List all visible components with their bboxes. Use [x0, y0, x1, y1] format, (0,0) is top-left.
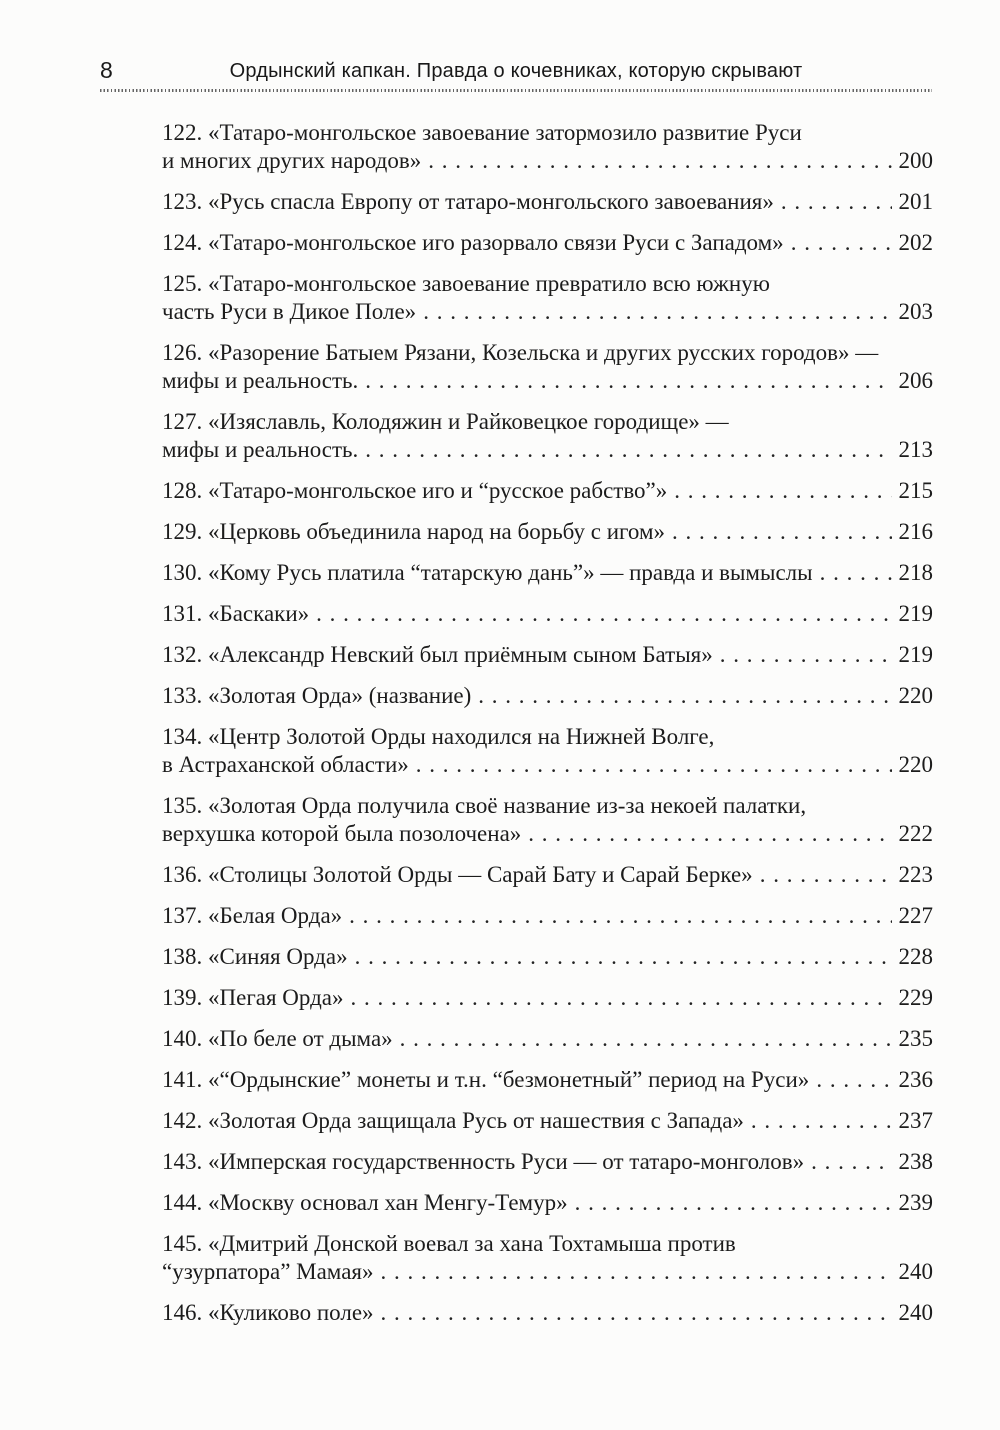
toc-entry [162, 518, 933, 546]
toc-page-number: 238 [898, 1149, 933, 1174]
dot-leader [575, 1189, 892, 1217]
toc-entry-text: 122. «Татаро-монгольское завоевание затормозило развитие Руси [162, 120, 802, 145]
dot-leader [820, 559, 892, 587]
dot-leader [751, 1107, 892, 1135]
toc-page-number: 227 [898, 903, 933, 928]
dot-leader [400, 1025, 892, 1053]
dot-leader [365, 367, 891, 395]
toc-page-number: 220 [898, 752, 933, 777]
toc-entry-text: 126. «Разорение Батыем Рязани, Козельска и других русских городов» — [162, 340, 879, 365]
dot-leader [791, 229, 892, 257]
toc-entry-line [162, 1299, 933, 1327]
toc-page-number: 235 [898, 1026, 933, 1051]
dot-leader [816, 1066, 891, 1094]
toc-entry-line [162, 559, 933, 587]
dot-leader [381, 1258, 892, 1286]
dot-leader [674, 477, 891, 505]
toc-entry [162, 1107, 933, 1135]
dot-leader [316, 600, 891, 628]
toc-page-number: 206 [898, 368, 933, 393]
toc-entry-text: 146. «Куликово поле» [162, 1300, 374, 1325]
toc-entry-text: 125. «Татаро-монгольское завоевание превратило всю южную [162, 271, 770, 296]
toc-entry-line [162, 792, 933, 820]
toc-entry-text: в Астраханской области» [162, 752, 409, 777]
toc-page-number: 219 [898, 642, 933, 667]
toc-page-number: 236 [898, 1067, 933, 1092]
toc-entry [162, 1299, 933, 1327]
toc-entry-line [162, 861, 933, 889]
toc-entry-text: 144. «Москву основал хан Менгу-Темур» [162, 1190, 568, 1215]
dot-leader [381, 1299, 892, 1327]
toc-entry [162, 723, 933, 779]
toc-entry-line [162, 943, 933, 971]
running-title: Ордынский капкан. Правда о кочевниках, которую скрывают [229, 60, 803, 82]
dot-leader [349, 902, 891, 930]
dot-leader [478, 682, 891, 710]
page-number: 8 [100, 57, 113, 83]
toc-entry-line [162, 902, 933, 930]
toc-page-number: 229 [898, 985, 933, 1010]
toc-entry [162, 559, 933, 587]
toc-entry-line [162, 298, 933, 326]
toc-entry [162, 188, 933, 216]
toc-entry-line [162, 1258, 933, 1286]
toc-entry-line [162, 1230, 933, 1258]
toc-entry [162, 119, 933, 175]
toc-entry-text: 134. «Центр Золотой Орды находился на Нижней Волге, [162, 724, 715, 749]
toc-entry-text: “узурпатора” Мамая» [162, 1259, 374, 1284]
toc-entry [162, 641, 933, 669]
toc-entry [162, 339, 933, 395]
toc-entry-line [162, 723, 933, 751]
toc-entry-text: 143. «Имперская государственность Руси — от татаро-монголов» [162, 1149, 805, 1174]
toc-entry-line [162, 477, 933, 505]
toc-entry [162, 943, 933, 971]
toc-page-number: 240 [898, 1300, 933, 1325]
toc-entry [162, 477, 933, 505]
toc-entry-text: мифы и реальность. [162, 437, 359, 462]
toc-page-number: 223 [898, 862, 933, 887]
toc-entry [162, 1189, 933, 1217]
toc-page-number: 222 [898, 821, 933, 846]
toc-entry-text: 131. «Баскаки» [162, 601, 310, 626]
toc-entry-text: 127. «Изяславль, Колодяжин и Райковецкое городище» — [162, 409, 729, 434]
toc-page-number: 228 [898, 944, 933, 969]
toc-entry-text: 142. «Золотая Орда защищала Русь от нашествия с Запада» [162, 1108, 744, 1133]
toc-entry-text: 145. «Дмитрий Донской воевал за хана Тохтамыша против [162, 1231, 736, 1256]
toc-entry-line [162, 119, 933, 147]
toc-entry [162, 861, 933, 889]
toc-page-number: 239 [898, 1190, 933, 1215]
dot-leader [672, 518, 891, 546]
header-dotted-rule [100, 89, 932, 92]
dot-leader [355, 943, 892, 971]
toc-page-number: 213 [898, 437, 933, 462]
toc-entry-text: 128. «Татаро-монгольское иго и “русское рабство”» [162, 478, 668, 503]
toc-entry [162, 1025, 933, 1053]
toc-entry-line [162, 641, 933, 669]
dot-leader [811, 1148, 891, 1176]
toc-entry-text: 124. «Татаро-монгольское иго разорвало связи Руси с Западом» [162, 230, 784, 255]
toc-entry [162, 902, 933, 930]
toc-page-number: 237 [898, 1108, 933, 1133]
toc-entry [162, 1230, 933, 1286]
toc-entry-text: 135. «Золотая Орда получила своё название из-за некоей палатки, [162, 793, 807, 818]
toc-entry-line [162, 339, 933, 367]
toc-page-number: 202 [898, 230, 933, 255]
toc-entry-text: 139. «Пегая Орда» [162, 985, 344, 1010]
toc-entry-text: 136. «Столицы Золотой Орды — Сарай Бату и Сарай Берке» [162, 862, 753, 887]
toc-entry-text: 137. «Белая Орда» [162, 903, 343, 928]
toc-entry [162, 1066, 933, 1094]
dot-leader [528, 820, 891, 848]
toc-entry-text: 132. «Александр Невский был приёмным сыном Батыя» [162, 642, 713, 667]
table-of-contents [162, 119, 933, 1340]
toc-entry-text: 140. «По беле от дыма» [162, 1026, 393, 1051]
toc-entry-text: 138. «Синяя Орда» [162, 944, 348, 969]
dot-leader [428, 147, 891, 175]
dot-leader [760, 861, 892, 889]
toc-entry-line [162, 1107, 933, 1135]
toc-entry [162, 270, 933, 326]
toc-entry-line [162, 147, 933, 175]
toc-entry [162, 600, 933, 628]
toc-entry-line [162, 367, 933, 395]
dot-leader [416, 751, 892, 779]
toc-entry-line [162, 229, 933, 257]
toc-entry [162, 682, 933, 710]
toc-page-number: 215 [898, 478, 933, 503]
toc-entry-line [162, 682, 933, 710]
toc-entry-text: 130. «Кому Русь платила “татарскую дань”» — правда и вымыслы [162, 560, 813, 585]
dot-leader [423, 298, 891, 326]
toc-entry [162, 408, 933, 464]
toc-entry-text: 123. «Русь спасла Европу от татаро-монгольского завоевания» [162, 189, 774, 214]
dot-leader [720, 641, 892, 669]
toc-entry-line [162, 408, 933, 436]
toc-page-number: 200 [898, 148, 933, 173]
toc-entry-text: 133. «Золотая Орда» (название) [162, 683, 472, 708]
toc-entry-text: мифы и реальность. [162, 368, 359, 393]
toc-entry-text: верхушка которой была позолочена» [162, 821, 522, 846]
toc-entry-line [162, 188, 933, 216]
toc-entry-line [162, 270, 933, 298]
toc-page-number: 218 [898, 560, 933, 585]
toc-entry-line [162, 1066, 933, 1094]
toc-page-number: 240 [898, 1259, 933, 1284]
toc-entry-line [162, 820, 933, 848]
dot-leader [781, 188, 892, 216]
toc-entry-line [162, 1025, 933, 1053]
toc-page-number: 203 [898, 299, 933, 324]
toc-page-number: 201 [898, 189, 933, 214]
toc-entry-text: 141. «“Ордынские” монеты и т.н. “безмонетный” период на Руси» [162, 1067, 810, 1092]
toc-entry-line [162, 751, 933, 779]
toc-entry-line [162, 600, 933, 628]
toc-entry-line [162, 436, 933, 464]
toc-entry-line [162, 518, 933, 546]
toc-page-number: 220 [898, 683, 933, 708]
dot-leader [365, 436, 891, 464]
running-header [100, 56, 932, 86]
toc-entry [162, 984, 933, 1012]
toc-entry-text: 129. «Церковь объединила народ на борьбу с игом» [162, 519, 666, 544]
toc-entry-line [162, 1148, 933, 1176]
toc-entry-line [162, 984, 933, 1012]
toc-page-number: 219 [898, 601, 933, 626]
toc-entry [162, 229, 933, 257]
toc-page-number: 216 [898, 519, 933, 544]
dot-leader [351, 984, 892, 1012]
toc-entry-text: часть Руси в Дикое Поле» [162, 299, 417, 324]
toc-entry-text: и многих других народов» [162, 148, 422, 173]
toc-entry [162, 1148, 933, 1176]
toc-entry-line [162, 1189, 933, 1217]
toc-entry [162, 792, 933, 848]
